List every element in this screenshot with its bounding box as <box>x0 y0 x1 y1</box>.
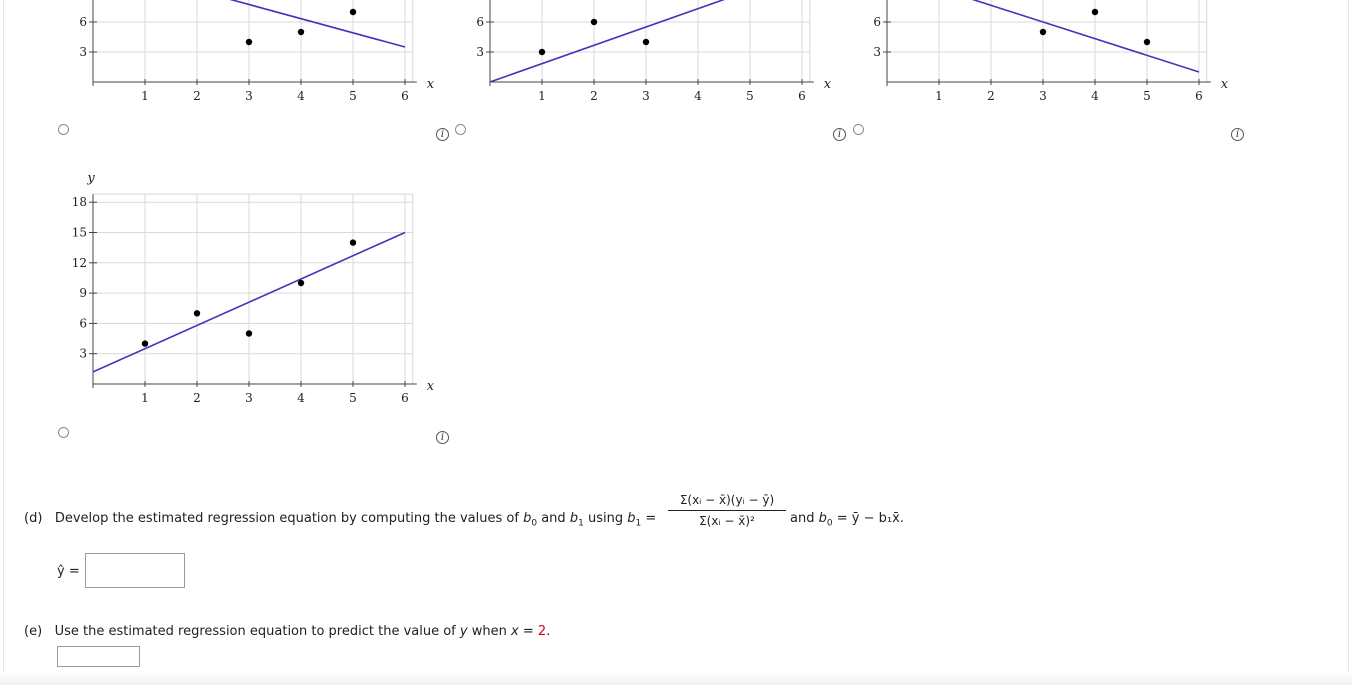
y-axis-label: y <box>87 171 95 187</box>
x-tick-label: 3 <box>642 89 650 103</box>
x-tick-label: 4 <box>1091 89 1099 103</box>
part-d-text: Develop the estimated regression equation by computing the values of <box>54 511 519 526</box>
x-tick-label: 2 <box>193 391 201 405</box>
x-tick-label: 1 <box>538 89 546 103</box>
chart-option-3-radio[interactable] <box>853 124 864 135</box>
data-point <box>539 49 545 55</box>
b1-denominator: Σ(xᵢ − x̄)² <box>699 514 755 528</box>
x-tick-label: 5 <box>349 89 357 103</box>
data-point <box>142 340 148 346</box>
data-point <box>194 310 200 316</box>
scatter-chart-option-4 <box>40 160 440 410</box>
y-tick-label: 6 <box>79 15 87 29</box>
data-point <box>246 330 252 336</box>
y-tick-label: 3 <box>476 45 484 59</box>
data-point <box>350 239 356 245</box>
x-tick-label: 1 <box>141 391 149 405</box>
info-icon[interactable]: i <box>1231 128 1244 141</box>
y-tick-label: 3 <box>79 45 87 59</box>
data-point <box>643 39 649 45</box>
x-axis-label: x <box>823 77 832 92</box>
part-d-tag: (d) <box>24 511 43 526</box>
x-tick-label: 3 <box>1039 89 1047 103</box>
x-tick-label: 1 <box>141 89 149 103</box>
part-d-question: (d) Develop the estimated regression equation by computing the values of $b_0$ and $b_1$ using $b_1$ = <box>24 511 657 529</box>
x-tick-label: 2 <box>590 89 598 103</box>
x-tick-label: 5 <box>1143 89 1151 103</box>
y-tick-label: 3 <box>873 45 881 59</box>
x-tick-label: 3 <box>245 391 253 405</box>
b0-formula: and $b_0$ = ȳ − b₁x̄. <box>790 511 904 529</box>
y-tick-label: 18 <box>71 195 87 210</box>
x-axis-label: x <box>1220 77 1229 92</box>
x-axis-label: x <box>426 379 435 394</box>
x-tick-label: 6 <box>401 391 409 405</box>
data-point <box>1040 29 1046 35</box>
x-tick-label: 3 <box>245 89 253 103</box>
x-tick-label: 2 <box>193 89 201 103</box>
b1-numerator: Σ(xᵢ − x̄)(yᵢ − ȳ) <box>679 493 775 507</box>
x-tick-label: 6 <box>1195 89 1203 103</box>
chart-option-4-radio[interactable] <box>58 427 69 438</box>
bottom-fade <box>0 671 1352 685</box>
regression-equation-input[interactable] <box>85 553 185 588</box>
info-icon[interactable]: i <box>436 431 449 444</box>
scatter-chart-option-3 <box>834 0 1234 110</box>
y-tick-label: 6 <box>79 316 87 331</box>
x-tick-label: 6 <box>401 89 409 103</box>
data-point <box>1144 39 1150 45</box>
info-icon[interactable]: i <box>833 128 846 141</box>
part-e-question: (e) Use the estimated regression equation to predict the value of y when x = 2. <box>24 624 551 639</box>
data-point <box>298 280 304 286</box>
y-tick-label: 15 <box>71 225 87 240</box>
x-tick-label: 6 <box>798 89 806 103</box>
data-point <box>298 29 304 35</box>
prediction-answer-input[interactable] <box>57 646 140 667</box>
x-axis-label: x <box>426 77 435 92</box>
y-tick-label: 6 <box>873 15 881 29</box>
data-point <box>246 39 252 45</box>
y-tick-label: 12 <box>71 255 87 270</box>
chart-option-1-radio[interactable] <box>58 124 69 135</box>
part-e-tag: (e) <box>24 624 43 639</box>
x-tick-label: 4 <box>694 89 702 103</box>
x-tick-label: 4 <box>297 391 305 405</box>
scatter-chart-option-2 <box>437 0 837 110</box>
data-point <box>1092 9 1098 15</box>
scatter-chart-option-1 <box>40 0 440 110</box>
x-tick-label: 2 <box>987 89 995 103</box>
y-tick-label: 6 <box>476 15 484 29</box>
yhat-label: ŷ = <box>57 564 80 579</box>
y-tick-label: 9 <box>79 286 87 301</box>
x-tick-label: 5 <box>349 391 357 405</box>
x-tick-label: 1 <box>935 89 943 103</box>
x-tick-label: 5 <box>746 89 754 103</box>
data-point <box>350 9 356 15</box>
x-tick-label: 4 <box>297 89 305 103</box>
data-point <box>591 19 597 25</box>
info-icon[interactable]: i <box>436 128 449 141</box>
b1-formula-fraction <box>668 493 786 528</box>
chart-option-2-radio[interactable] <box>455 124 466 135</box>
y-tick-label: 3 <box>79 346 87 361</box>
